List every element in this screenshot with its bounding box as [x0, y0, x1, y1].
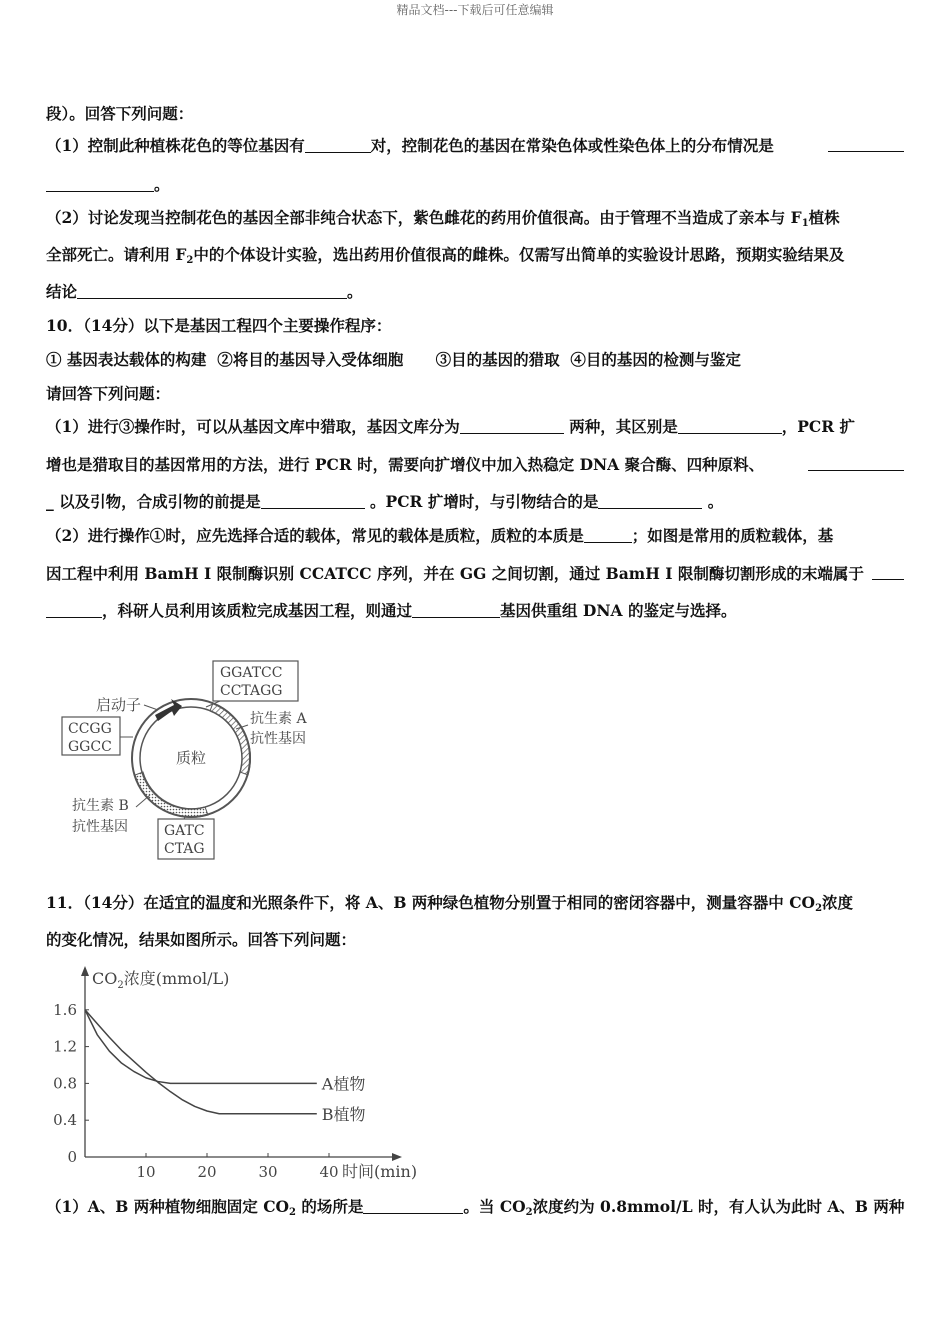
y-tick-label: 1.6: [53, 1000, 77, 1019]
x-tick-label: 40: [319, 1163, 339, 1181]
q11-part1: （1）A、B 两种植物细胞固定 $CO_2$ 的场所是 。当 $CO_2$浓度约为 0.8mmol/L 时，有人认为此时 A、B 两种: [46, 1197, 905, 1218]
q9-line-intro: 段）。回答下列问题：: [46, 104, 194, 123]
q10-part2-line2: 因工程中利用 BamH I 限制酶识别 CCATCC 序列，并在 GG 之间切割，通过 BamH I 限制酶切割形成的末端属于: [46, 563, 904, 585]
q10-prompt: 请回答下列问题：: [46, 384, 171, 403]
x-tick-label: 30: [258, 1163, 278, 1181]
q10-part2-line3: ，科研人员利用该质粒完成基因工程，则通过 基因供重组 DNA 的鉴定与选择。: [46, 600, 904, 622]
promoter-arrow: [155, 699, 182, 721]
y-tick-label: 0.8: [53, 1074, 77, 1093]
gene-b-label-2: 抗性基因: [72, 819, 128, 835]
x-tick-label: 10: [136, 1163, 156, 1181]
y-axis-arrow: [81, 966, 89, 976]
gene-b-region: [135, 772, 208, 817]
svg-text:CCTAGG: CCTAGG: [220, 683, 283, 699]
svg-text:CCGG: CCGG: [68, 721, 112, 737]
q10-part2-line1: （2）进行操作①时，应先选择合适的载体，常见的载体是质粒，质粒的本质是 ；如图是常用的质粒载体，基: [46, 526, 834, 545]
promoter-label: 启动子: [96, 696, 142, 714]
plasmid-label: 质粒: [175, 749, 207, 767]
y-tick-label: 0.4: [53, 1111, 77, 1130]
q10-part1-line3: _ 以及引物，合成引物的前提是 。PCR 扩增时，与引物结合的是 。: [46, 492, 724, 511]
gene-a-label-2: 抗性基因: [250, 731, 306, 747]
q9-part2-line2: 全部死亡。请利用 $F_2$中的个体设计实验，选出药用价值很高的雌株。仅需写出简单的实验设计思路，预期实验结果及: [46, 245, 845, 266]
co2-chart: [46, 962, 446, 1188]
plasmid-figure: [58, 655, 338, 865]
y-axis-label: $CO_2$浓度(mmol/L): [92, 969, 230, 991]
gene-a-label-1: 抗生素 A: [250, 711, 307, 727]
q11-line2: 的变化情况，结果如图所示。回答下列问题：: [46, 930, 357, 949]
q10-part1-line1: （1）进行③操作时，可以从基因文库中猎取，基因文库分为 两种，其区别是 ，PCR 扩: [46, 417, 855, 436]
q10-part1-line2: 增也是猎取目的基因常用的方法，进行 PCR 时，需要向扩增仪中加入热稳定 DNA 聚合酶、四种原料、: [46, 454, 904, 476]
q10-steps: ① 基因表达载体的构建 ②将目的基因导入受体细胞 ③目的基因的猎取 ④目的基因的检测与鉴定: [46, 350, 741, 369]
gene-b-label-1: 抗生素 B: [72, 798, 129, 814]
y-tick-label: 0: [67, 1148, 77, 1166]
gene-a-region: [210, 703, 251, 775]
series-label-b: B植物: [321, 1104, 366, 1124]
q11-title: 11．（14分）在适宜的温度和光照条件下，将 A、B 两种绿色植物分别置于相同的密闭容器中，测量容器中 $CO_2$浓度: [46, 893, 854, 914]
y-tick-label: 1.2: [53, 1037, 77, 1056]
q9-part1: （1）控制此种植株花色的等位基因有 对，控制花色的基因在常染色体或性染色体上的分布情况是: [46, 135, 904, 157]
svg-text:GGATCC: GGATCC: [220, 665, 283, 681]
svg-text:GGCC: GGCC: [68, 739, 112, 755]
series-line-a: [85, 1010, 317, 1084]
x-axis-label: 时间(min): [342, 1162, 418, 1181]
svg-text:CTAG: CTAG: [164, 841, 205, 857]
x-tick-label: 20: [197, 1163, 217, 1181]
q10-title: 10．（14分）以下是基因工程四个主要操作程序：: [46, 316, 392, 335]
watermark: 精品文档---下载后可任意编辑: [396, 3, 554, 17]
x-axis-arrow: [392, 1153, 402, 1161]
svg-text:GATC: GATC: [164, 823, 205, 839]
q9-part2-line1: （2）讨论发现当控制花色的基因全部非纯合状态下，紫色雌花的药用价值很高。由于管理不当造成了亲本与 $F_1$植株: [46, 208, 840, 229]
q9-part2-line3: 结论 。: [46, 282, 363, 301]
series-label-a: A植物: [321, 1074, 366, 1094]
q9-part1-end: 。: [46, 174, 904, 196]
